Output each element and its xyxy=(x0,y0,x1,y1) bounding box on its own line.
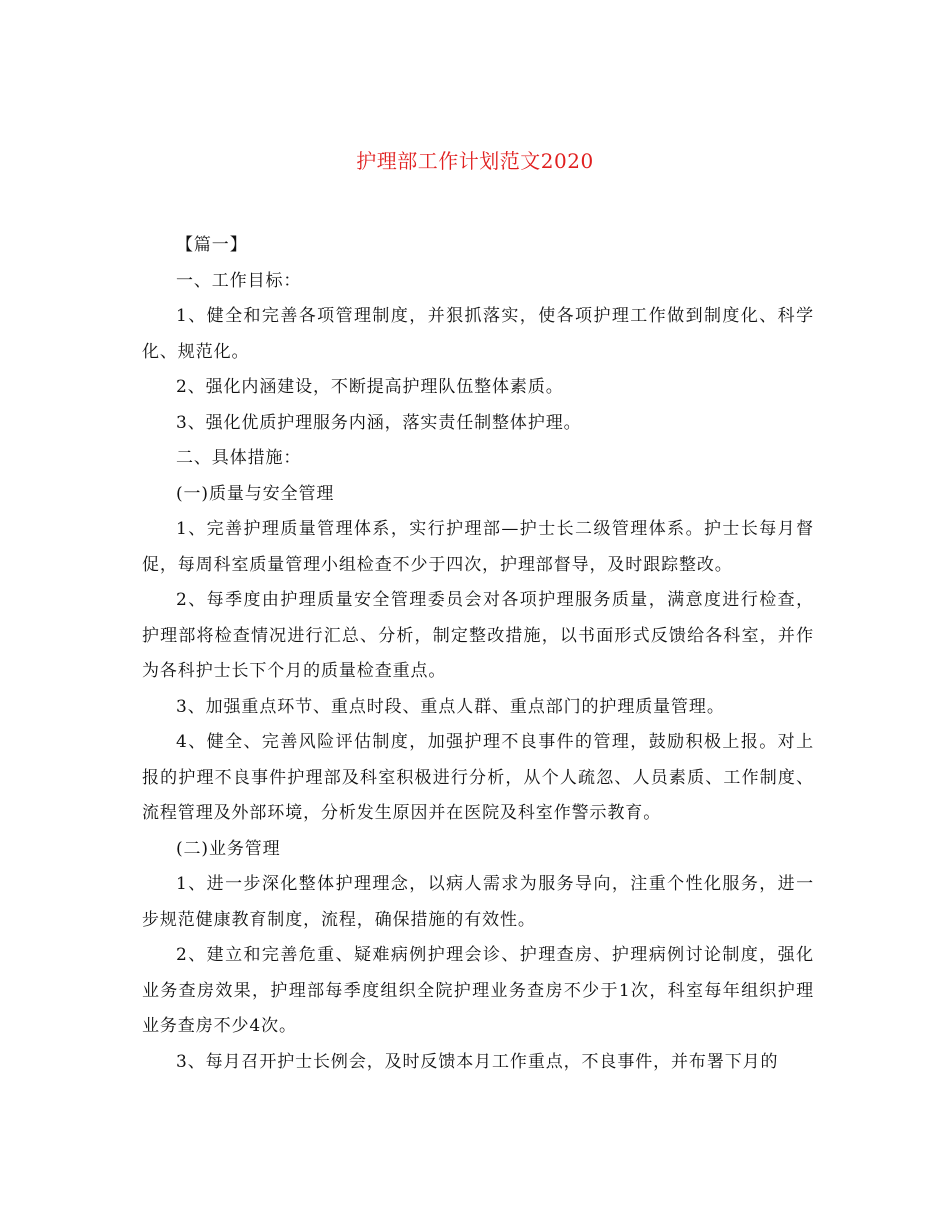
heading-specific-measures: 二、具体措施： xyxy=(176,448,302,468)
document-body xyxy=(142,228,814,1080)
quality-item-3: 3、加强重点环节、重点时段、重点人群、重点部门的护理质量管理。 xyxy=(176,696,725,717)
document-title: 护理部工作计划范文2020 xyxy=(356,149,594,173)
subheading-business-management: (二)业务管理 xyxy=(176,838,281,859)
business-item-3: 3、每月召开护士长例会，及时反馈本月工作重点，不良事件，并布署下月的 xyxy=(176,1051,779,1072)
section-heading-part-one: 【篇一】 xyxy=(176,235,248,255)
business-item-1: 1、进一步深化整体护理理念，以病人需求为服务导向，注重个性化服务，进一步规范健康教育制度，流程，确保措施的有效性。 xyxy=(142,874,814,930)
quality-item-4: 4、健全、完善风险评估制度，加强护理不良事件的管理，鼓励积极上报。对上报的护理不良事件护理部及科室积极进行分析，从个人疏忽、人员素质、工作制度、流程管理及外部环境，分析发生原因并在医院及科室作警示教育。 xyxy=(142,732,814,823)
goal-item-3: 3、强化优质护理服务内涵，落实责任制整体护理。 xyxy=(176,412,582,433)
business-item-2: 2、建立和完善危重、疑难病例护理会诊、护理查房、护理病例讨论制度，强化业务查房效果，护理部每季度组织全院护理业务查房不少于1次，科室每年组织护理业务查房不少4次。 xyxy=(142,945,814,1036)
quality-item-1: 1、完善护理质量管理体系，实行护理部—护士长二级管理体系。护士长每月督促，每周科室质量管理小组检查不少于四次，护理部督导，及时跟踪整改。 xyxy=(142,519,814,575)
goal-item-2: 2、强化内涵建设，不断提高护理队伍整体素质。 xyxy=(176,377,564,397)
goal-item-1: 1、健全和完善各项管理制度，并狠抓落实，使各项护理工作做到制度化、科学化、规范化。 xyxy=(142,306,814,362)
heading-work-goals: 一、工作目标： xyxy=(176,270,302,291)
quality-item-2: 2、每季度由护理质量安全管理委员会对各项护理服务质量，满意度进行检查，护理部将检查情况进行汇总、分析，制定整改措施，以书面形式反馈给各科室，并作为各科护士长下个月的质量检查重点。 xyxy=(142,590,814,681)
subheading-quality-safety: (一)质量与安全管理 xyxy=(176,483,335,504)
